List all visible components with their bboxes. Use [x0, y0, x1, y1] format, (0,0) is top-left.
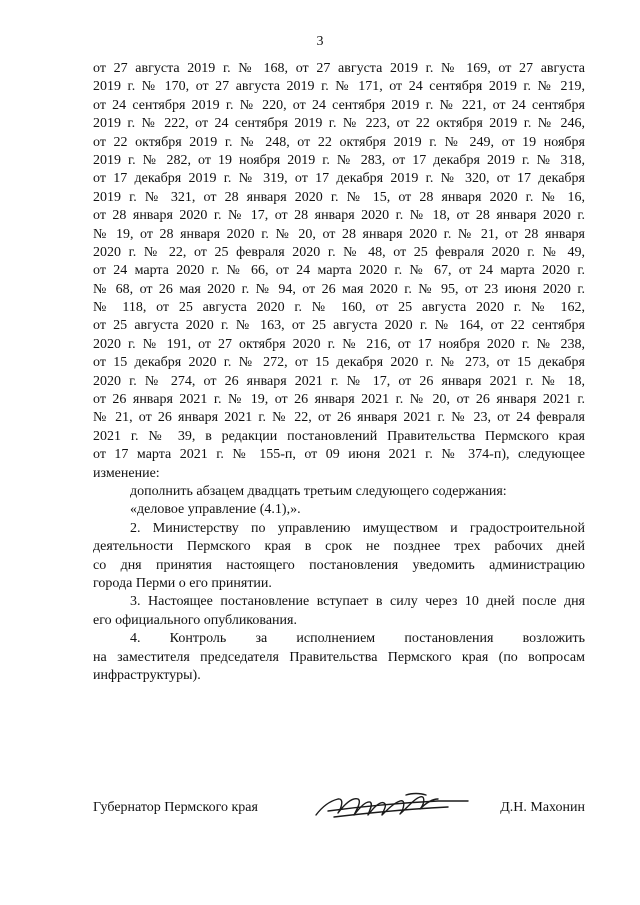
paragraph-quoted-clause: [93, 501, 585, 519]
text-line: 2020 г. № 22, от 25 февраля 2020 г. № 48, от 25 февраля 2020 г. № 49,: [93, 244, 585, 260]
text-line: № 68, от 26 мая 2020 г. № 94, от 26 мая 2020 г. № 95, от 23 июня 2020 г.: [93, 281, 585, 297]
text-line: изменение:: [93, 465, 160, 481]
text-line: от 17 марта 2021 г. № 155-п, от 09 июня 2021 г. № 374-п), следующее: [93, 447, 585, 463]
text-line: со дня принятия настоящего постановления уведомить администрацию: [93, 557, 585, 573]
page-number: 3: [316, 34, 324, 49]
text-line: 3. Настоящее постановление вступает в силу через 10 дней после дня: [130, 594, 585, 610]
text-line: инфраструктуры).: [93, 667, 201, 683]
text-line: на заместителя председателя Правительства Пермского края (по вопросам: [93, 649, 585, 665]
text-line: от 22 октября 2019 г. № 248, от 22 октября 2019 г. № 249, от 19 ноября: [93, 134, 585, 150]
text-line: № 21, от 26 января 2021 г. № 22, от 26 января 2021 г. № 23, от 24 февраля: [93, 410, 585, 426]
text-line: «деловое управление (4.1),».: [130, 502, 301, 518]
text-line: 2. Министерству по управлению имуществом и градостроительной: [130, 520, 585, 536]
text-line: 2019 г. № 170, от 27 августа 2019 г. № 171, от 24 сентября 2019 г. № 219,: [93, 79, 585, 95]
text-line: 2020 г. № 274, от 26 января 2021 г. № 17, от 26 января 2021 г. № 18,: [93, 373, 585, 389]
text-line: от 26 января 2021 г. № 19, от 26 января 2021 г. № 20, от 26 января 2021 г.: [93, 392, 585, 408]
text-line: от 24 сентября 2019 г. № 220, от 24 сентября 2019 г. № 221, от 24 сентября: [93, 97, 585, 113]
signatory-name: Д.Н. Махонин: [500, 800, 585, 815]
text-line: 4. Контроль за исполнением постановления возложить: [130, 631, 585, 647]
text-line: от 25 августа 2020 г. № 163, от 25 августа 2020 г. № 164, от 22 сентября: [93, 318, 585, 334]
text-line: № 19, от 28 января 2020 г. № 20, от 28 января 2020 г. № 21, от 28 января: [93, 226, 585, 242]
text-line: города Перми о его принятии.: [93, 575, 272, 591]
text-line: 2019 г. № 222, от 24 сентября 2019 г. № 223, от 22 октября 2019 г. № 246,: [93, 116, 585, 132]
paragraph-item-3: [93, 593, 585, 630]
signatory-position: Губернатор Пермского края: [93, 800, 258, 815]
text-line: 2020 г. № 191, от 27 октября 2020 г. № 216, от 17 ноября 2020 г. № 238,: [93, 336, 585, 352]
paragraph-item-2: [93, 520, 585, 594]
text-line: 2019 г. № 321, от 28 января 2020 г. № 15, от 28 января 2020 г. № 16,: [93, 189, 585, 205]
text-line: № 118, от 25 августа 2020 г. № 160, от 25 августа 2020 г. № 162,: [93, 300, 585, 316]
signature-block: [93, 795, 585, 835]
text-line: от 15 декабря 2020 г. № 272, от 15 декабря 2020 г. № 273, от 15 декабря: [93, 355, 585, 371]
text-line: от 17 декабря 2019 г. № 319, от 17 декабря 2019 г. № 320, от 17 декабря: [93, 171, 585, 187]
paragraph-item-4: [93, 630, 585, 685]
handwritten-signature: [308, 787, 478, 825]
text-line: 2021 г. № 39, в редакции постановлений Правительства Пермского края: [93, 428, 585, 444]
text-line: деятельности Пермского края в срок не позднее трех рабочих дней: [93, 539, 585, 555]
paragraph-add-clause: [93, 483, 585, 501]
text-line: 2019 г. № 282, от 19 ноября 2019 г. № 283, от 17 декабря 2019 г. № 318,: [93, 152, 585, 168]
document-body: [93, 60, 585, 685]
text-line: его официального опубликования.: [93, 612, 297, 628]
text-line: от 28 января 2020 г. № 17, от 28 января 2020 г. № 18, от 28 января 2020 г.: [93, 208, 585, 224]
paragraph-amendment-list: [93, 60, 585, 483]
text-line: от 27 августа 2019 г. № 168, от 27 августа 2019 г. № 169, от 27 августа: [93, 61, 585, 76]
text-line: дополнить абзацем двадцать третьим следующего содержания:: [130, 483, 507, 499]
text-line: от 24 марта 2020 г. № 66, от 24 марта 2020 г. № 67, от 24 марта 2020 г.: [93, 263, 585, 279]
